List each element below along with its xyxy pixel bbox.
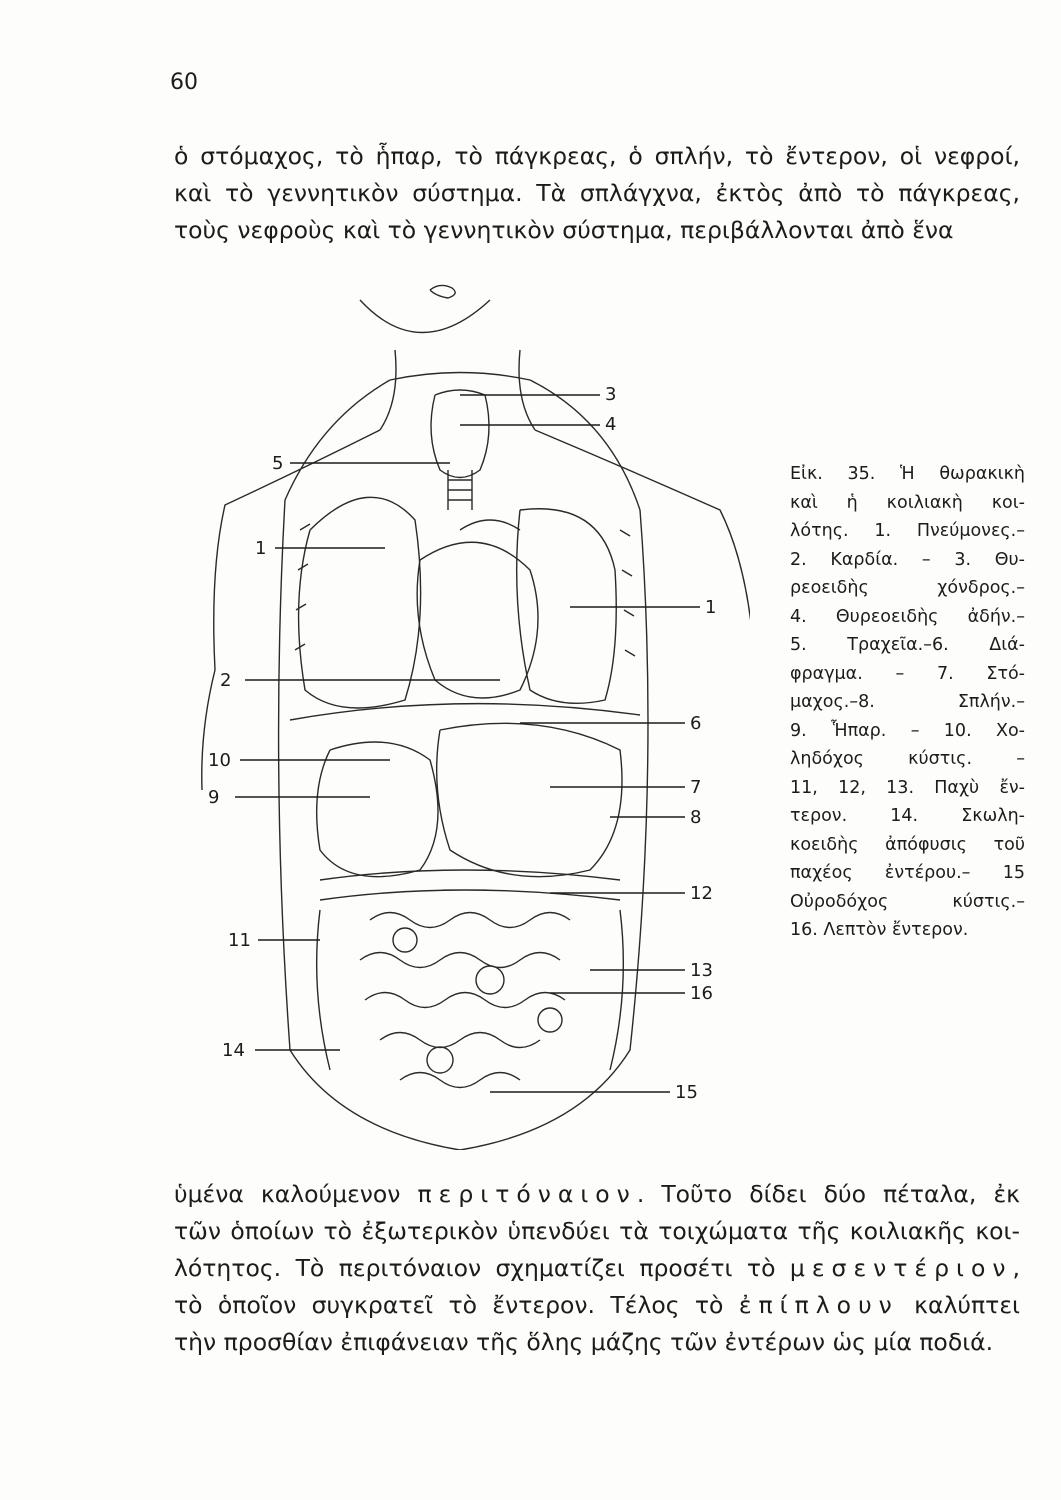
cavity-top <box>390 373 640 511</box>
figure-label: 15 <box>675 1082 698 1103</box>
left-lung-outline <box>299 497 421 708</box>
text-line: ὑμένα καλούμενον περιτόναιον. Τοῦτο δίδει δύο πέταλα, ἐκ <box>174 1180 1020 1208</box>
text-line: τὸ ὁποῖον συγκρατεῖ τὸ ἔντερον. Τέλος τὸ ἐπίπλουν καλύπτει <box>174 1291 1020 1319</box>
right-lung-outline <box>517 509 617 704</box>
spaced-term: περιτόναιον <box>417 1180 637 1208</box>
figure-label: 13 <box>690 960 713 981</box>
figure-label: 10 <box>208 750 231 771</box>
caption-line: 4. Θυρεοειδὴς ἀδήν.– <box>790 606 1025 627</box>
text-line: λότητος. Τὸ περιτόναιον σχηματίζει προσέτι τὸ μεσεντέριον, <box>174 1254 1020 1282</box>
caption-line: 2. Καρδία. – 3. Θυ- <box>790 549 1025 570</box>
figure-label: 4 <box>605 414 617 435</box>
figure-label: 8 <box>690 807 702 828</box>
spaced-term: ἐπίπλουν <box>738 1291 899 1319</box>
trachea-rings <box>448 480 472 500</box>
paragraph-top <box>174 138 1020 249</box>
figure-label: 11 <box>228 930 251 951</box>
caption-line: παχέος ἐντέρου.– 15 <box>790 863 1025 883</box>
text-line: τὴν προσθίαν ἐπιφάνειαν τῆς ὅλης μάζης τῶν ἐντέρων ὡς μία ποδιά. <box>174 1328 994 1356</box>
caption-line: κοειδὴς ἀπόφυσις τοῦ <box>790 834 1025 855</box>
text-line: καὶ τὸ γεννητικὸν σύστημα. Τὰ σπλάγχνα, ἐκτὸς ἀπὸ τὸ πάγκρεας, <box>174 179 1020 207</box>
caption-line: ρεοειδὴς χόνδρος.– <box>790 578 1025 598</box>
jaw-outline <box>360 300 490 333</box>
figure-label: 6 <box>690 713 702 734</box>
intestine-coils <box>360 913 570 1088</box>
figure-label: 1 <box>705 597 717 618</box>
heart-outline <box>417 542 538 698</box>
diaphragm-line <box>290 704 640 720</box>
figure-label: 3 <box>605 384 617 405</box>
transverse-colon-upper <box>320 870 620 880</box>
figure-label: 12 <box>690 883 713 904</box>
caption-line: 16. Λεπτὸν ἔντερον. <box>790 920 969 940</box>
spaced-term: μεσεντέριον <box>789 1254 1013 1282</box>
aortic-arch <box>460 520 520 530</box>
liver-outline <box>317 742 438 877</box>
rib-marks <box>295 524 635 656</box>
caption-line: 11, 12, 13. Παχὺ ἔν- <box>790 777 1025 798</box>
caption-line: φραγμα. – 7. Στό- <box>790 663 1025 684</box>
paragraph-bottom <box>174 1176 1020 1361</box>
text-line: ὁ στόμαχος, τὸ ἧπαρ, τὸ πάγκρεας, ὁ σπλήν, τὸ ἔντερον, οἱ νεφροί, <box>174 142 1020 170</box>
chin-mark <box>430 285 455 298</box>
text-line: τοὺς νεφροὺς καὶ τὸ γεννητικὸν σύστημα, περιβάλλονται ἀπὸ ἕνα <box>174 216 954 244</box>
figure-label: 5 <box>272 453 284 474</box>
figure-label: 2 <box>220 670 232 691</box>
caption-line: ληδόχος κύστις. – <box>790 749 1025 769</box>
caption-line: 9. Ἧπαρ. – 10. Χο- <box>790 720 1025 741</box>
page-number: 60 <box>170 70 198 95</box>
body-cavity-outline <box>279 500 648 1150</box>
figure-label: 9 <box>208 787 220 808</box>
caption-line: τερον. 14. Σκωλη- <box>790 806 1025 826</box>
text-line: τῶν ὁποίων τὸ ἐξωτερικὸν ὑπενδύει τὰ τοιχώματα τῆς κοιλιακῆς κοι- <box>174 1217 1020 1245</box>
figure-label: 16 <box>690 983 713 1004</box>
figure-caption <box>790 460 1025 945</box>
anatomy-figure <box>190 270 750 1150</box>
thyroid-outline <box>431 390 489 478</box>
torso-right-outline <box>535 430 750 810</box>
descending-colon <box>610 910 623 1070</box>
caption-line: μαχος.–8. Σπλήν.– <box>790 692 1025 712</box>
neck-left <box>380 350 396 430</box>
ascending-colon <box>317 910 330 1070</box>
stomach-outline <box>437 723 622 876</box>
caption-line: 5. Τραχεῖα.–6. Διά- <box>790 635 1025 655</box>
figure-label: 1 <box>255 538 267 559</box>
neck-right <box>519 350 535 430</box>
cavity-top-left <box>285 380 390 500</box>
torso-left-outline <box>202 430 380 790</box>
caption-line: λότης. 1. Πνεύμονες.– <box>790 521 1025 541</box>
figure-label: 14 <box>222 1040 245 1061</box>
caption-line: Οὐροδόχος κύστις.– <box>790 891 1025 912</box>
transverse-colon-lower <box>320 890 620 900</box>
caption-line: καὶ ἡ κοιλιακὴ κοι- <box>790 492 1025 513</box>
caption-line: Εἰκ. 35. Ἡ θωρακικὴ <box>790 464 1025 484</box>
figure-label: 7 <box>690 777 702 798</box>
